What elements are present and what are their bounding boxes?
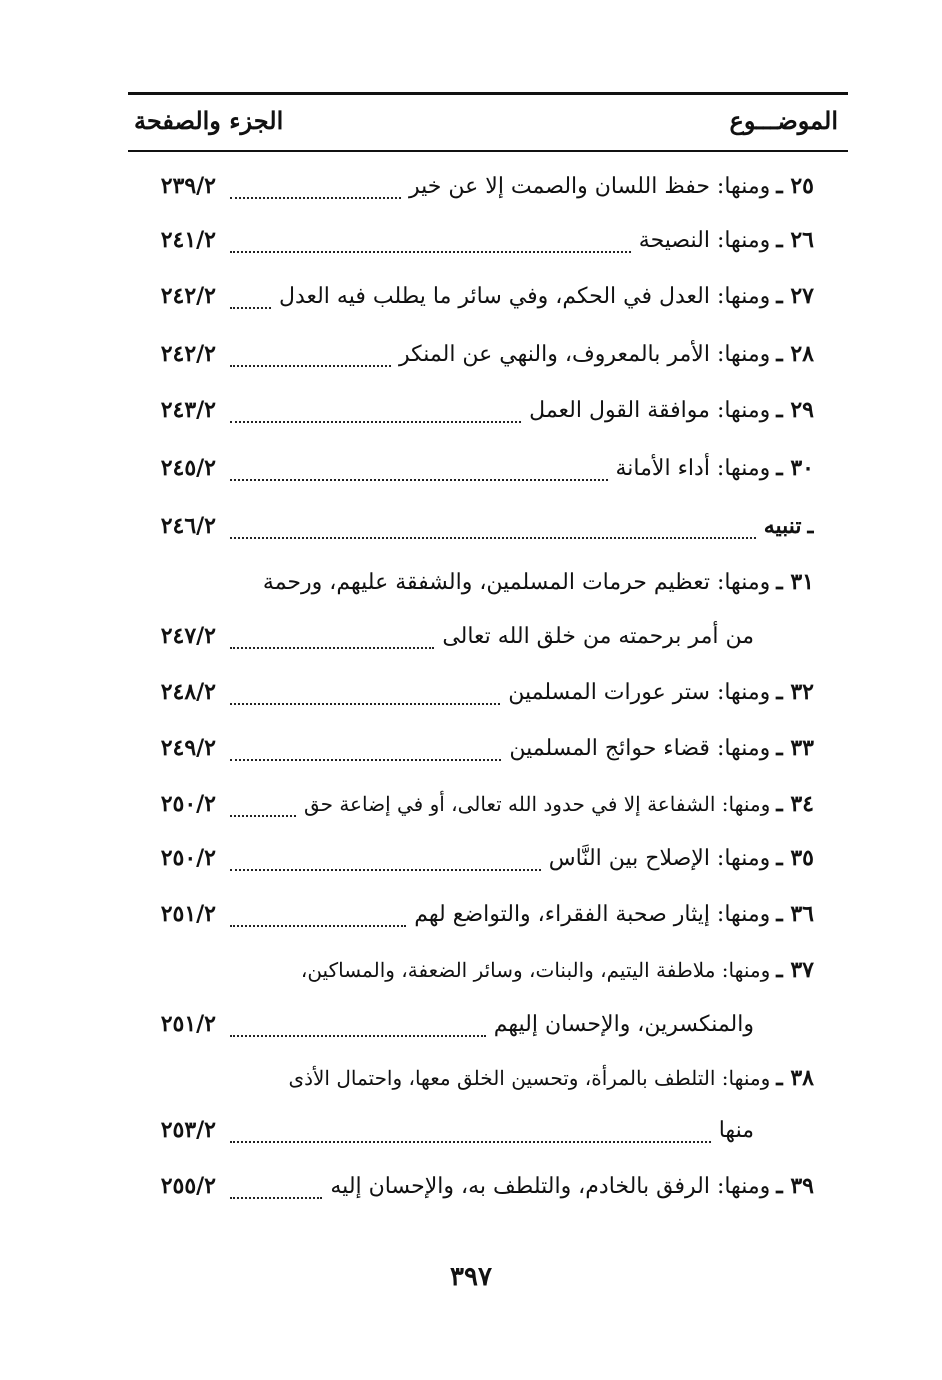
- entry-number: ٢٩ ـ: [776, 397, 814, 423]
- dot-leader: [230, 629, 434, 649]
- entry-page: ٢٤٦/٢: [160, 513, 216, 539]
- page-column-header: الجزء والصفحة: [134, 106, 284, 135]
- entry-page: ٢٤١/٢: [160, 227, 216, 253]
- toc-entry: [0, 784, 942, 824]
- topic-column-header: الموضـــوع: [729, 106, 838, 135]
- entry-page: ٢٤٧/٢: [160, 623, 216, 649]
- toc-entry: [0, 166, 942, 206]
- entry-number: ٢٦ ـ: [776, 227, 814, 253]
- toc-entry: [0, 894, 942, 934]
- dot-leader: [230, 1017, 486, 1037]
- dot-leader: [230, 797, 296, 817]
- toc-entry: [0, 562, 942, 602]
- entry-number: ـ: [807, 513, 814, 539]
- toc-entry: [0, 950, 942, 990]
- dot-leader: [230, 179, 401, 199]
- dot-leader: [230, 519, 756, 539]
- page-number: ٣٩٧: [450, 1262, 492, 1292]
- toc-entry: [0, 276, 942, 316]
- entry-page: ٢٤٢/٢: [160, 341, 216, 367]
- entry-number: ٣٧ ـ: [776, 957, 814, 983]
- entry-title: ومنها: النصيحة: [638, 227, 771, 253]
- dot-leader: [230, 233, 631, 253]
- entry-title: ومنها: الشفاعة إلا في حدود الله تعالى، أو في إضاعة حق: [303, 792, 771, 816]
- toc-entry-continuation: [0, 1110, 942, 1150]
- entry-page: ٢٥٠/٢: [160, 845, 216, 871]
- entry-title: ومنها: أداء الأمانة: [615, 455, 771, 481]
- entry-title-continuation: والمنكسرين، والإحسان إليهم: [493, 1011, 754, 1037]
- entry-number: ٣٢ ـ: [776, 679, 814, 705]
- entry-title: تنبيه: [763, 513, 802, 539]
- toc-entry: [0, 390, 942, 430]
- entry-number: ٣١ ـ: [776, 569, 814, 595]
- entry-number: ٣٣ ـ: [776, 735, 814, 761]
- entry-page: ٢٤٨/٢: [160, 679, 216, 705]
- entry-title: ومنها: العدل في الحكم، وفي سائر ما يطلب فيه العدل: [278, 283, 771, 309]
- entry-page: ٢٤٩/٢: [160, 735, 216, 761]
- toc-entry: [0, 448, 942, 488]
- header-rule: [128, 150, 848, 152]
- entry-page: ٢٥١/٢: [160, 901, 216, 927]
- entry-title: ومنها: الرفق بالخادم، والتلطف به، والإحسان إليه: [330, 1173, 771, 1199]
- toc-entry: [0, 728, 942, 768]
- entry-title: ومنها: ستر عورات المسلمين: [508, 679, 771, 705]
- entry-number: ٢٨ ـ: [776, 341, 814, 367]
- dot-leader: [230, 851, 541, 871]
- entry-title: ومنها: تعظيم حرمات المسلمين، والشفقة عليهم، ورحمة: [262, 569, 771, 595]
- toc-entry-continuation: [0, 616, 942, 656]
- entry-page: ٢٤٥/٢: [160, 455, 216, 481]
- entry-page: ٢٤٢/٢: [160, 283, 216, 309]
- entry-page: ٢٤٣/٢: [160, 397, 216, 423]
- entry-number: ٣٨ ـ: [776, 1065, 814, 1091]
- entry-page: ٢٥١/٢: [160, 1011, 216, 1037]
- entry-title-continuation: منها: [718, 1117, 754, 1143]
- dot-leader: [230, 461, 608, 481]
- entry-number: ٣٥ ـ: [776, 845, 814, 871]
- entry-title-continuation: من أمر برحمته من خلق الله تعالى: [442, 623, 754, 649]
- dot-leader: [230, 907, 406, 927]
- dot-leader: [230, 1123, 711, 1143]
- dot-leader: [230, 685, 500, 705]
- entry-number: ٣٩ ـ: [776, 1173, 814, 1199]
- entry-number: ٣٠ ـ: [776, 455, 814, 481]
- entry-number: ٢٧ ـ: [776, 283, 814, 309]
- entry-page: ٢٣٩/٢: [160, 173, 216, 199]
- dot-leader: [230, 289, 271, 309]
- entry-title: ومنها: ملاطفة اليتيم، والبنات، وسائر الضعفة، والمساكين،: [300, 958, 771, 982]
- entry-number: ٣٦ ـ: [776, 901, 814, 927]
- dot-leader: [230, 1179, 322, 1199]
- entry-title: ومنها: حفظ اللسان والصمت إلا عن خير: [409, 173, 771, 199]
- toc-entry-continuation: [0, 1004, 942, 1044]
- dot-leader: [230, 403, 521, 423]
- toc-entry: [0, 506, 942, 546]
- entry-page: ٢٥٥/٢: [160, 1173, 216, 1199]
- toc-entry: [0, 334, 942, 374]
- entry-number: ٢٥ ـ: [776, 173, 814, 199]
- toc-entry: [0, 220, 942, 260]
- dot-leader: [230, 347, 391, 367]
- dot-leader: [230, 741, 501, 761]
- entry-number: ٣٤ ـ: [776, 791, 814, 817]
- entry-title: ومنها: التلطف بالمرأة، وتحسين الخلق معها، واحتمال الأذى: [288, 1066, 771, 1090]
- entry-title: ومنها: الأمر بالمعروف، والنهي عن المنكر: [398, 341, 771, 367]
- entry-page: ٢٥٠/٢: [160, 791, 216, 817]
- top-rule: [128, 92, 848, 95]
- entry-page: ٢٥٣/٢: [160, 1117, 216, 1143]
- entry-title: ومنها: موافقة القول العمل: [529, 397, 771, 423]
- toc-entry: [0, 1166, 942, 1206]
- toc-entry: [0, 672, 942, 712]
- entry-title: ومنها: إيثار صحبة الفقراء، والتواضع لهم: [414, 901, 771, 927]
- toc-entry: [0, 838, 942, 878]
- entry-title: ومنها: الإصلاح بين النَّاس: [548, 845, 771, 871]
- entry-title: ومنها: قضاء حوائج المسلمين: [509, 735, 771, 761]
- toc-entry: [0, 1058, 942, 1098]
